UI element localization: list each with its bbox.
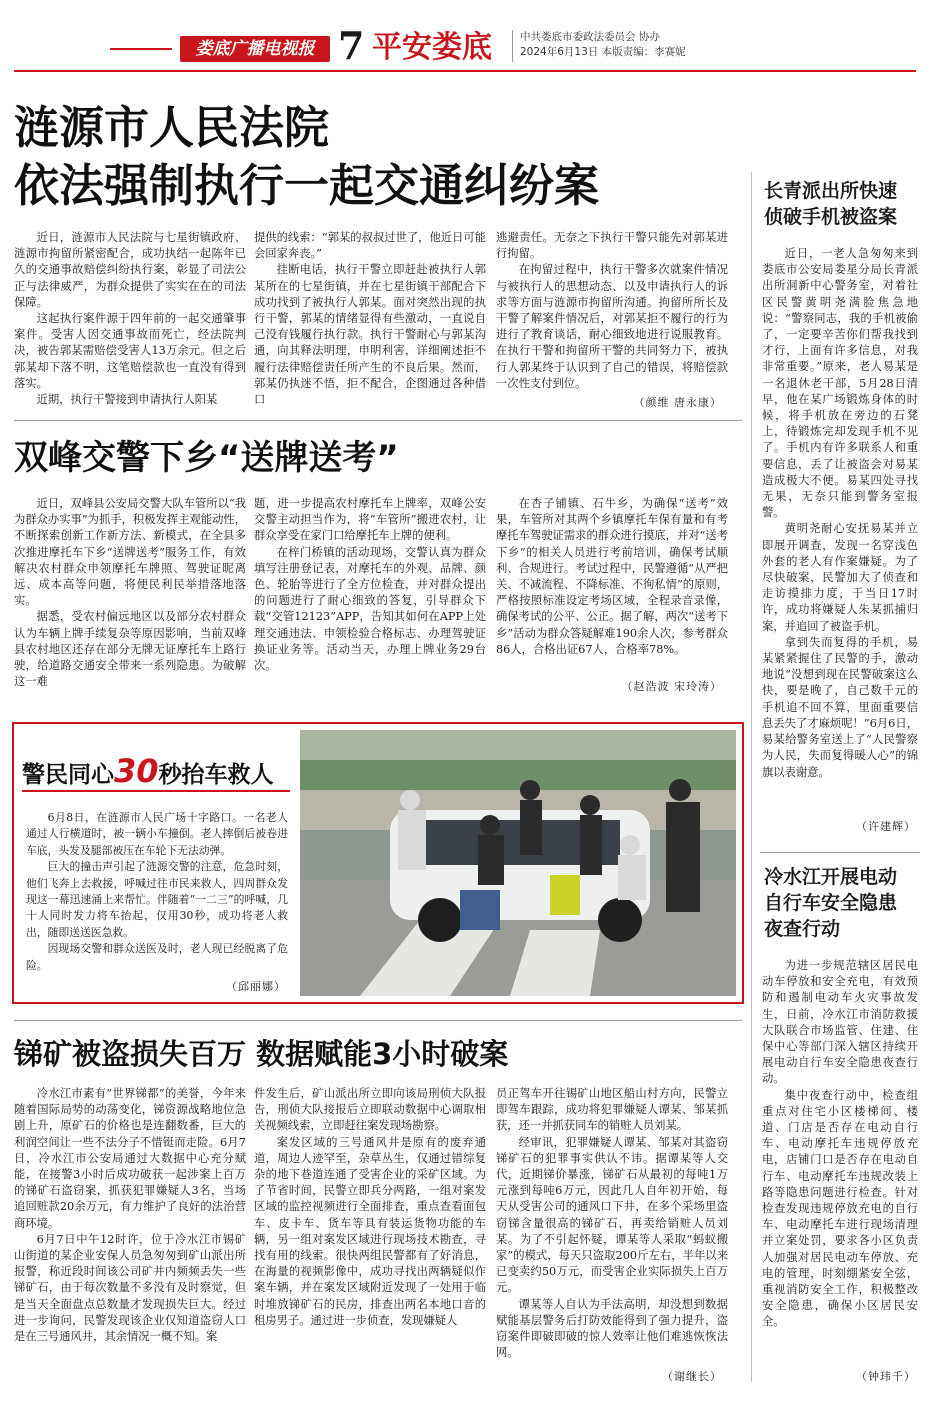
sidebar2-headline-line2: 自行车安全隐患 (764, 892, 898, 914)
sidebar2-text (762, 958, 918, 1368)
paragraph: 这起执行案件源于四年前的一起交通肇事案件。受害人因交通事故而死亡，经法院判决，被告郭某需赔偿受害人13万余元。但之后郭某却下落不明，这笔赔偿款也一直没有得到落实。 (14, 312, 246, 390)
feature-headline-number: 30 (114, 752, 159, 790)
paragraph: 在杏子铺镇、石牛乡，为确保“送考”效果，车管所对其两个乡镇摩托车保有量和有考摩托车驾驶证需求的群众进行摸底，并对“送考下乡”的相关人员进行考前培训，确保考试顺利、合规进行。考试过程中，民警遵循“从严把关、不减流程、不降标准、不徇私情”的原则，严格按照标准设定考场区域，全程录音录像，确保考试的公平、公正。据了解，两次“送考下乡”活动为群众答疑解难190余人次，参考群众86人，合格出证67人，合格率78%。 (496, 497, 728, 656)
paragraph: 逃避责任。无奈之下执行干警只能先对郭某进行拘留。 (496, 231, 728, 261)
rescue-photo-illustration (300, 730, 736, 996)
story2-col-2 (254, 496, 486, 696)
divider (14, 420, 742, 421)
feature-byline: （邱丽娜） (226, 980, 286, 993)
paragraph: 6月8日，在涟源市人民广场十字路口。一名老人通过人行横道时，被一辆小车撞倒。老人摔倒后被卷进车底，头发及腿部被压在车轮下无法动弹。 (26, 811, 288, 857)
story2-byline: （赵浩波 宋玲涛） (621, 680, 722, 693)
paragraph: 经审讯，犯罪嫌疑人谭某、邹某对其盗窃锑矿石的犯罪事实供认不讳。据谭某等人交代，近期锑价暴涨，锑矿石从最初的每吨1万元涨到每吨6万元，因此几人自年初开始，每天从受害公司的通风口下井，在多个采场里盗窃锑含量很高的锑矿石，再卖给销赃人员刘某。为了不引起怀疑，谭某等人采取“蚂蚁搬家”的模式，每天只盗取200斤左右，半年以来已变卖约50万元，而受害企业实际损失上百万元。 (496, 1135, 728, 1295)
paragraph: 案发区域的三号通风井是原有的废弃通道，周边人迹罕至，杂草丛生，仅通过错综复杂的地下巷道连通了受害企业的采矿区域。为了节省时间，民警立即兵分两路，一组对案发区域的监控视频进行全面排查，重点查看面包车、皮卡车、货车等具有装运货物功能的车辆，另一组对案发区域进行现场技术勘查，寻找有用的线索。很快两组民警都有了好消息，在海量的视频影像中，成功寻找出两辆疑似作案车辆，并在案发区域附近发现了一处用于临时堆放锑矿石的民房，排查出两名本地口音的租房男子。通过进一步侦查，发现嫌疑人 (254, 1135, 486, 1327)
page-number: 7 (338, 23, 365, 68)
paragraph: 据悉，受农村偏远地区以及部分农村群众认为车辆上牌手续复杂等原因影响，当前双峰县农村地区还存在部分无牌无证摩托车上路行驶，给道路交通安全带来一系列隐患。为破解这一难 (14, 610, 246, 689)
lead-col-1 (14, 230, 246, 412)
paragraph: 谭某等人自认为手法高明，却没想到数据赋能基层警务后打防效能得到了强力提升，盗窃案件即破即破的惊人效率让他们难逃恢恢法网。 (496, 1297, 728, 1360)
co-organizer: 中共娄底市委政法委员会 协办 (520, 31, 660, 43)
paragraph: 巨大的撞击声引起了涟源交警的注意，危急时刻，他们飞奔上去救援，呼喊过往市民来救人，四周群众发现这一幕迅速涌上来帮忙。伴随着“一二三”的呼喊，几十人同时发力将车抬起，仅用30秒，成功将老人救出，随即送送医急救。 (26, 860, 288, 939)
masthead-info (520, 30, 686, 60)
lead-byline: （颜维 唐永康） (633, 396, 722, 409)
newspaper-logo: 娄底广播电视报 (180, 36, 330, 62)
lead-col-2 (254, 230, 486, 412)
sidebar1-text (762, 246, 918, 816)
feature-text (26, 810, 288, 982)
paragraph: 近日，双峰县公安局交警大队车管所以“我为群众办实事”为抓手，积极发挥主观能动性，不断探索创新工作新方法、新模式，在全县多次推进摩托车下乡“送牌送考”服务工作，有效解决农村群众申领摩托车牌照、驾驶证昵离远、成本高等问题，将便民利民举措落地落实。 (14, 497, 246, 608)
paragraph: 集中夜查行动中，检查组重点对住宅小区楼梯间、楼道、门店是否存在电动自行车、电动摩托车违规停放充电，店铺门口是否存在电动自行车、电动摩托车违规改装上路等隐患问题进行检查。针对检查发现违规停放充电的自行车、电动摩托车进行现场清理并立案处罚，要求各小区负责人加强对居民电动车停放、充电的管理，时刻绷紧安全弦，重视消防安全工作，积极整改安全隐患，确保小区居民安全。 (762, 1088, 918, 1329)
lead-col-3 (496, 230, 728, 394)
sidebar2-byline: （钟玮千） (856, 1370, 916, 1383)
divider (14, 1020, 742, 1021)
feature-title-rule (22, 790, 290, 792)
paragraph: 题，进一步提高农村摩托车上牌率，双峰公安交警主动担当作为，将“车管所”搬进农村，让群众享受在家门口给摩托车上牌的便利。 (254, 497, 486, 543)
sidebar1-headline-line2: 侦破手机被盗案 (764, 206, 898, 228)
paragraph: 员正驾车开往锡矿山地区船山村方向，民警立即驾车跟踪，成功将犯罪嫌疑人谭某、邹某抓获，还一并抓获同车的销赃人员刘某。 (496, 1087, 728, 1133)
story3-col-2 (254, 1086, 486, 1386)
story3-byline: （谢继长） (662, 1370, 722, 1383)
paragraph: 为进一步规范辖区居民电动车停放和安全充电，有效预防和遏制电动车火灾事故发生，日前，冷水江市消防救援大队联合市场监管、住建、住保中心等部门深入辖区持续开展电动自行车安全隐患夜查行动。 (762, 959, 918, 1086)
paragraph: 因现场交警和群众送医及时，老人现已经脱离了危险。 (26, 942, 288, 972)
divider (760, 852, 920, 853)
story3-col-3 (496, 1086, 728, 1366)
feature-headline-pre: 警民同心 (22, 762, 114, 788)
feature-headline-post: 秒抬车救人 (158, 762, 274, 788)
paragraph: 6月7日中午12时许，位于冷水江市锡矿山街道的某企业安保人员急匆匆到矿山派出所报警，称近段时间该公司矿井内频频丢失一些锑矿石，由于每次数量不多没有及时察觉，但是当天全面盘点总数量才发现损失巨大。经过进一步询问，民警发现该企业仅知道盗窃人口是在三号通风井，其余情况一概不知。案 (14, 1232, 246, 1344)
paragraph: 在拘留过程中，执行干警多次就案件情况与被执行人的思想动态、以及申请执行人的诉求等方面与涟源市拘留所沟通。拘留所所长及干警了解案件情况后，对郭某拒不履行的行为进行了教育谈话，耐心细致地进行说服教育。在执行干警和拘留所干警的共同努力下，被执行人郭某终于认识到了自己的错误，将赔偿款一次性支付到位。 (496, 263, 728, 390)
lead-headline-line2: 依法强制执行一起交通纠纷案 (14, 159, 600, 212)
paragraph: 提供的线索：“郭某的叔叔过世了，他近日可能会回家奔丧。” (254, 231, 486, 261)
paragraph: 拿到失而复得的手机，易某紧紧握住了民警的手，激动地说“没想到现在民警破案这么快，要是晚了，自己数千元的手机追不回不算，里面重要信息丢失了才麻烦呢！”6月6日，易某给警务室送上了“人民警察为人民，失而复得暖人心”的锦旗以表谢意。 (762, 635, 918, 779)
paragraph: 近日，涟源市人民法院与七星街镇政府、涟源市拘留所紧密配合，成功执结一起陈年已久的交通事故赔偿纠纷执行案，彰显了司法公正与法律威严，为群众提供了实实在在的司法保障。 (14, 231, 246, 309)
sidebar2-headline-line3: 夜查行动 (764, 918, 841, 940)
paragraph: 冷水江市素有“世界锑都”的美誉，今年来随着国际局势的动荡变化，锑资源战略地位急剧上升，原矿石的价格也是连翻数番，巨大的利润空间让一些不法分子不惜铤而走险。6月7日，冷水江市公安局通过大数据中心充分赋能，在接警3小时后成功破获一起涉案上百万的锑矿石盗窃案，抓获犯罪嫌疑人3名，当场追回赃款20余万元，有力维护了良好的法治营商环境。 (14, 1087, 246, 1230)
story2-headline: 双峰交警下乡“送牌送考” (14, 438, 399, 478)
story2-col-1 (14, 496, 246, 696)
lead-headline-line1: 涟源市人民法院 (14, 101, 330, 154)
paragraph: 挂断电话，执行干警立即赶赴被执行人郭某所在的七星街镇，并在七星街镇干部配合下成功找到了被执行人郭某。面对突然出现的执行干警，郭某的情绪显得有些激动，一直说自己没有钱履行执行款。执行干警耐心与郭某沟通，向其释法明理，申明利害，详细阐述拒不履行法律赔偿责任所产生的不良后果。然而，郭某仍执迷不悟，拒不配合，企图通过各种借口 (254, 263, 486, 407)
paragraph: 件发生后，矿山派出所立即向该局刑侦大队报告，刑侦大队接报后立即联动数据中心调取相关视频线索，立即赶往案发现场勘察。 (254, 1087, 486, 1133)
paragraph: 近日，一老人急匆匆来到娄底市公安局娄星分局长青派出所洞新中心警务室，对着社区民警黄明尧满脸焦急地说：“警察同志，我的手机被偷了，一定要辛苦你们帮我找到才行，上面有许多信息，对我非常重要。”原来，老人易某是一名退休老干部，5月28日清早，他在某广场锻炼身体的时候，将手机放在旁边的石凳上，待锻炼完却发现手机不见了。手机内有许多联系人和重要信息，丢了让被盗会对易某造成极大不便。易某四处寻找无果，无奈只能到警务室报警。 (762, 247, 918, 520)
section-title: 平安娄底 (372, 30, 492, 65)
sidebar1-byline: （许建辉） (856, 820, 916, 833)
paragraph: 在梓门桥镇的活动现场，交警认真为群众填写注册登记表，对摩托车的外观、品牌、颜色、轮胎等进行了全方位检查，并对群众提出的问题进行了耐心细致的答复，引导群众下载“交管12123”APP，告知其如何在APP上处理交通违法、申领检验合格标志、办理驾驶证换证业务等。活动当天，办理上牌业务29台次。 (254, 545, 486, 673)
sidebar1-headline-line1: 长青派出所快速 (764, 180, 898, 202)
story3-headline: 锑矿被盗损失百万 数据赋能3小时破案 (14, 1037, 509, 1071)
sidebar2-headline-line1: 冷水江开展电动 (764, 866, 898, 888)
top-rule (14, 70, 916, 72)
paragraph: 近期，执行干警接到申请执行人阳某 (36, 393, 218, 407)
feature-headline (22, 752, 274, 790)
story2-col-3 (496, 496, 728, 678)
date-editor: 2024年6月13日 本版责编：李赛妮 (520, 46, 686, 58)
masthead-divider (512, 30, 513, 62)
paragraph: 黄明尧耐心安抚易某并立即展开调查，发现一名穿浅色外套的老人有作案嫌疑。为了尽快破案，民警加大了侦查和走访摸排力度，于当日17时许，成功将嫌疑人朱某抓捕归案，并追回了被盗手机。 (762, 522, 918, 633)
sidebar-rule (751, 172, 752, 1382)
story3-col-1 (14, 1086, 246, 1386)
rescue-photo (300, 730, 736, 996)
